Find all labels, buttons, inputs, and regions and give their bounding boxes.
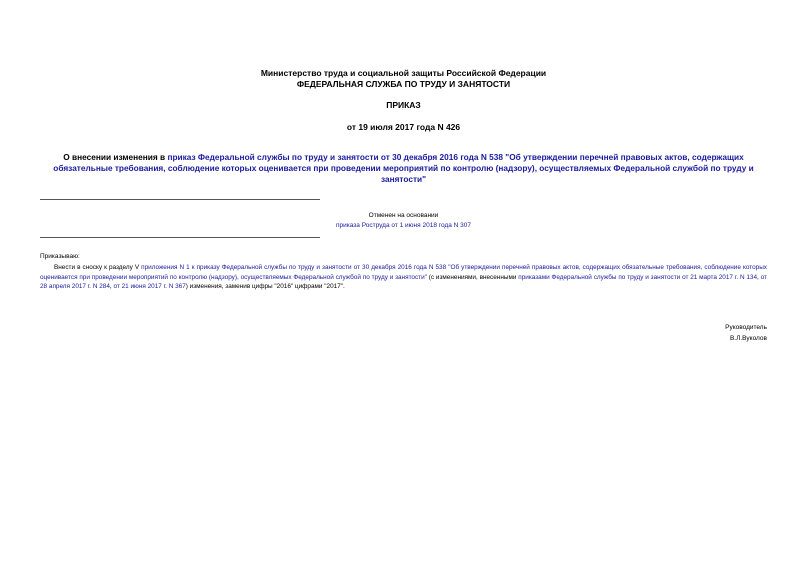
separator-top [40, 199, 320, 200]
separator-bottom [40, 237, 320, 238]
link-order-367[interactable]: от 21 июня 2017 г. N 367 [113, 283, 186, 290]
link-order-284[interactable]: от 28 апреля 2017 г. N 284 [40, 273, 767, 290]
link-appendix-1[interactable]: приложения N 1 к приказу Федеральной службы по труду и занятости от 30 декабря 2016 года N 538 "Об утверждении перечней правовых актов, содержащих обязательные требования, соблюдение которых оценивается при проведении мероприятий по контролю (надзору), осуществляемых Федеральной службой по труду и занятости" [40, 264, 767, 281]
document-type: ПРИКАЗ [386, 100, 421, 110]
document-date: от 19 июля 2017 года N 426 [346, 122, 461, 132]
paragraph-mid: (с изменениями, внесенными [426, 273, 519, 281]
paragraph-comma-2: , [109, 283, 114, 290]
ministry-name: Министерство труда и социальной защиты Российской Федерации [260, 68, 547, 78]
title-link-order-538[interactable]: приказ Федеральной службы по труду и занятости от 30 декабря 2016 года N 538 "Об утверждении перечней правовых актов, содержащих обязательные требования, соблюдение которых оценивается при проведении мероприятий по контролю (надзору), осуществляемых Федеральной службой по труду и занятости" [53, 152, 754, 184]
order-intro: Приказываю: [40, 253, 80, 260]
paragraph-start: Внести в сноску к разделу V [54, 264, 142, 271]
cancellation-note: Отменен на основании [368, 212, 439, 219]
paragraph-end: ) изменения, заменив цифры "2016" цифрами "2017". [185, 283, 345, 290]
signature-position: Руководитель [725, 324, 767, 331]
cancellation-link[interactable]: приказа Роструда от 1 июня 2018 года N 307 [336, 222, 471, 229]
paragraph-comma-1: , [757, 273, 761, 281]
signature-name: В.Л.Вуколов [729, 335, 767, 342]
document-title [40, 152, 767, 185]
order-paragraph [40, 263, 767, 292]
title-prefix: О внесении изменения в [63, 152, 168, 162]
link-order-134[interactable]: приказами Федеральной службы по труду и занятости от 21 марта 2017 г. N 134 [518, 273, 758, 281]
service-name: ФЕДЕРАЛЬНАЯ СЛУЖБА ПО ТРУДУ И ЗАНЯТОСТИ [296, 79, 511, 89]
